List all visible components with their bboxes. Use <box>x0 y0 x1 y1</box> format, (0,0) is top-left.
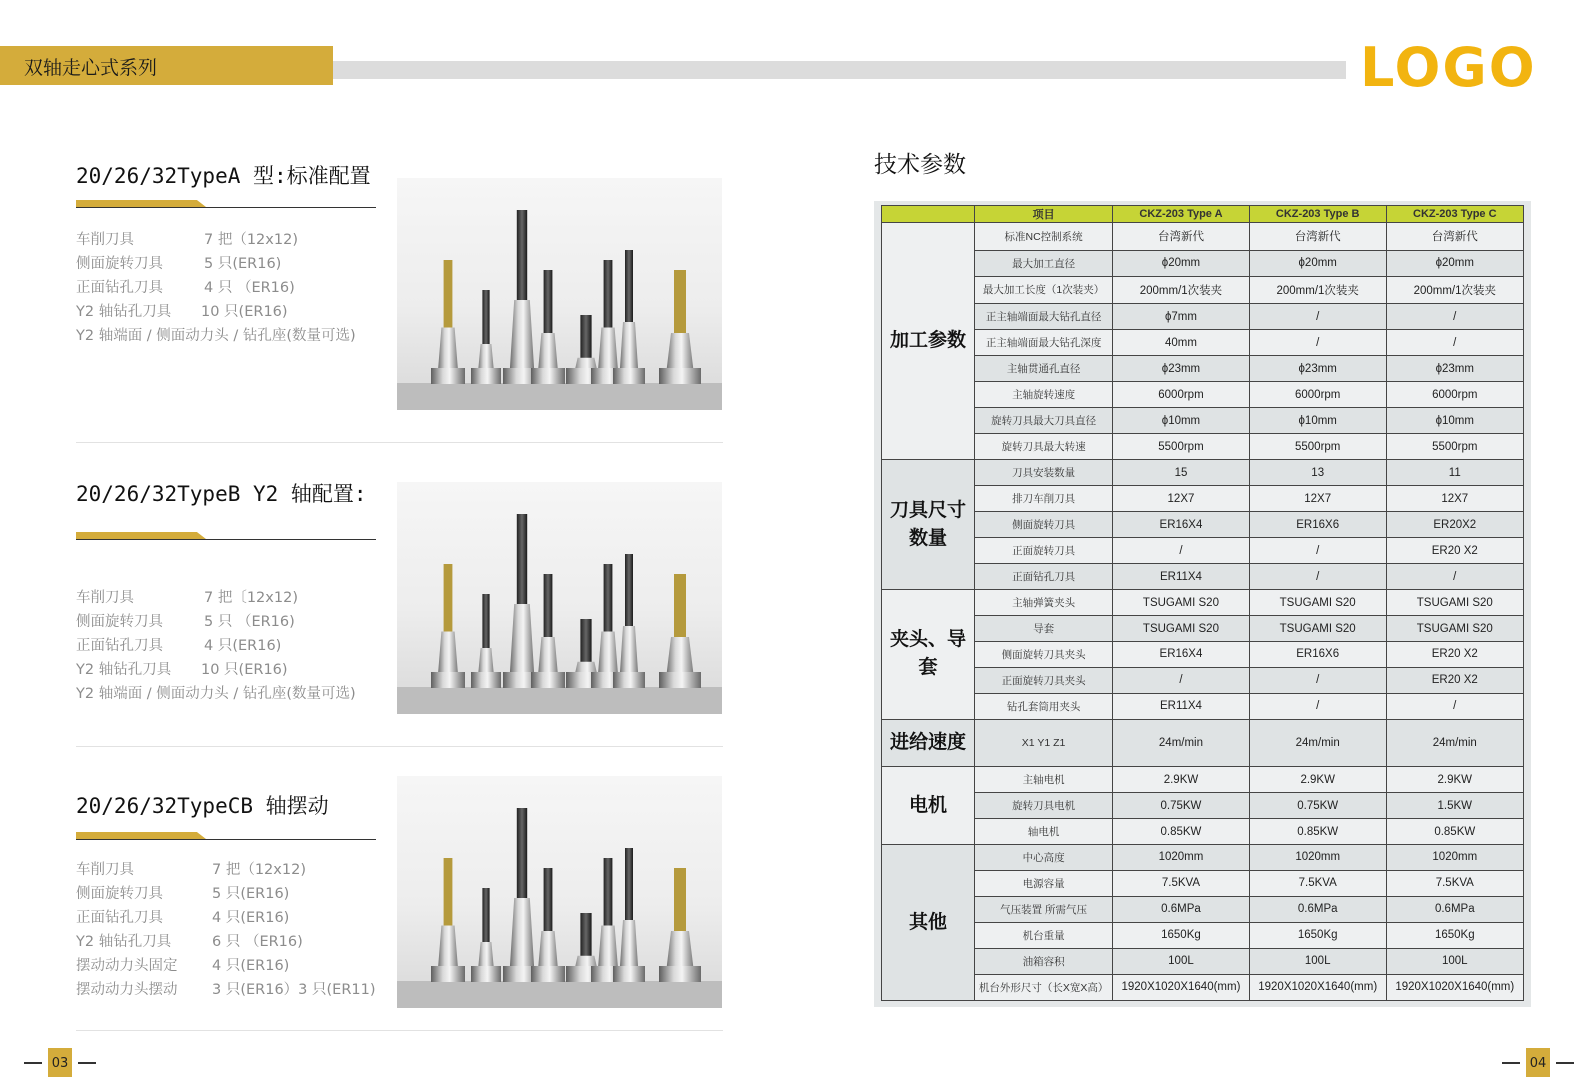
spec-value: 4 只 （ER16) <box>204 280 295 296</box>
param-value-cell: TSUGAMI S20 <box>1249 616 1386 642</box>
param-name-cell: 中心高度 <box>975 845 1113 871</box>
param-value-cell: / <box>1249 538 1386 564</box>
spec-row <box>76 586 356 610</box>
page-number: 04 <box>1526 1048 1550 1077</box>
table-row <box>882 793 1524 819</box>
spec-row <box>76 906 376 930</box>
config-title: 20/26/32TypeCB 轴摆动 <box>76 794 329 818</box>
table-row <box>882 870 1524 896</box>
spec-name: 侧面旋转刀具 <box>76 886 163 902</box>
table-row <box>882 538 1524 564</box>
param-value-cell: 100L <box>1113 948 1250 974</box>
param-value-cell: 100L <box>1386 948 1523 974</box>
param-name-cell: 主轴贯通孔直径 <box>975 356 1113 382</box>
header-cell: CKZ-203 Type C <box>1386 206 1523 223</box>
param-value-cell: 1920X1020X1640(mm) <box>1249 974 1386 1000</box>
category-cell: 进给速度 <box>882 719 975 766</box>
section-divider <box>76 746 723 747</box>
param-value-cell: ER16X6 <box>1249 642 1386 668</box>
param-value-cell: ER16X6 <box>1249 512 1386 538</box>
param-name-cell: 旋转刀具电机 <box>975 793 1113 819</box>
param-value-cell: 6000rpm <box>1249 382 1386 408</box>
param-name-cell: 轴电机 <box>975 819 1113 845</box>
param-value-cell: 6000rpm <box>1386 382 1523 408</box>
param-value-cell: 1020mm <box>1249 845 1386 871</box>
param-name-cell: 油箱容积 <box>975 948 1113 974</box>
param-value-cell: 2.9KW <box>1113 767 1250 793</box>
tool-holders-photo <box>397 482 722 714</box>
tool-holders-photo <box>397 776 722 1008</box>
param-value-cell: ϕ10mm <box>1113 408 1250 434</box>
spec-value: 5 只 （ER16) <box>204 614 295 630</box>
page-number-right <box>1502 1048 1574 1077</box>
config-title: 20/26/32TypeB Y2 轴配置: <box>76 482 367 506</box>
param-value-cell: / <box>1113 538 1250 564</box>
spec-value: 3 只(ER16）3 只(ER11) <box>212 982 376 998</box>
param-value-cell: TSUGAMI S20 <box>1113 616 1250 642</box>
param-name-cell: X1 Y1 Z1 <box>975 719 1113 766</box>
spec-name: 正面钻孔刀具 <box>76 280 163 296</box>
param-value-cell: 0.85KW <box>1386 819 1523 845</box>
title-underline <box>76 200 376 210</box>
param-value-cell: ϕ23mm <box>1113 356 1250 382</box>
table-row <box>882 486 1524 512</box>
tech-params-table <box>881 205 1524 1001</box>
table-row <box>882 382 1524 408</box>
config-title: 20/26/32TypeA 型:标准配置 <box>76 164 371 188</box>
param-name-cell: 机台重量 <box>975 922 1113 948</box>
param-value-cell: ER11X4 <box>1113 564 1250 590</box>
spec-value: 7 把〔12x12) <box>204 590 298 606</box>
spec-name: 车削刀具 <box>76 232 134 248</box>
param-value-cell: ϕ10mm <box>1249 408 1386 434</box>
param-name-cell: 排刀车削刀具 <box>975 486 1113 512</box>
table-header-row <box>882 206 1524 223</box>
spec-row <box>76 324 356 348</box>
param-value-cell: 200mm/1次装夹 <box>1249 276 1386 304</box>
param-value-cell: 0.75KW <box>1249 793 1386 819</box>
param-value-cell: / <box>1113 667 1250 693</box>
param-value-cell: 0.85KW <box>1113 819 1250 845</box>
spec-name: Y2 轴端面 / 侧面动力头 / 钻孔座(数量可选) <box>76 686 356 702</box>
param-value-cell: ϕ10mm <box>1386 408 1523 434</box>
page-number: 03 <box>48 1048 72 1077</box>
header-cell: CKZ-203 Type B <box>1249 206 1386 223</box>
param-name-cell: 最大加工长度（1次装夹） <box>975 276 1113 304</box>
param-value-cell: 0.6MPa <box>1386 896 1523 922</box>
param-value-cell: 5500rpm <box>1249 434 1386 460</box>
param-value-cell: 13 <box>1249 460 1386 486</box>
table-row <box>882 304 1524 330</box>
spec-row <box>76 658 356 682</box>
table-row <box>882 434 1524 460</box>
spec-value: 7 把（12x12) <box>204 232 298 248</box>
spec-name: 车削刀具 <box>76 590 134 606</box>
param-name-cell: 主轴弹簧夹头 <box>975 590 1113 616</box>
table-row <box>882 642 1524 668</box>
config-block-b <box>76 478 723 728</box>
param-value-cell: / <box>1249 330 1386 356</box>
param-value-cell: ER16X4 <box>1113 642 1250 668</box>
config-block-a <box>76 160 723 410</box>
spec-name: 正面钻孔刀具 <box>76 910 163 926</box>
spec-name: Y2 轴端面 / 侧面动力头 / 钻孔座(数量可选) <box>76 328 356 344</box>
param-value-cell: 200mm/1次装夹 <box>1386 276 1523 304</box>
param-value-cell: 台湾新代 <box>1249 223 1386 251</box>
spec-name: 正面钻孔刀具 <box>76 638 163 654</box>
param-value-cell: ER16X4 <box>1113 512 1250 538</box>
param-name-cell: 正面旋转刀具 <box>975 538 1113 564</box>
table-row <box>882 819 1524 845</box>
spec-row <box>76 858 376 882</box>
spec-row <box>76 954 376 978</box>
table-row <box>882 223 1524 251</box>
table-row <box>882 250 1524 276</box>
param-name-cell: 旋转刀具最大刀具直径 <box>975 408 1113 434</box>
param-value-cell: 100L <box>1249 948 1386 974</box>
spec-list <box>76 228 356 348</box>
config-block-c <box>76 790 723 1025</box>
header-cell: CKZ-203 Type A <box>1113 206 1250 223</box>
param-value-cell: / <box>1386 330 1523 356</box>
param-value-cell: TSUGAMI S20 <box>1386 590 1523 616</box>
param-value-cell: ϕ7mm <box>1113 304 1250 330</box>
spec-name: 侧面旋转刀具 <box>76 256 163 272</box>
title-underline <box>76 532 376 542</box>
param-value-cell: ϕ23mm <box>1249 356 1386 382</box>
param-name-cell: 钻孔套筒用夹头 <box>975 693 1113 719</box>
spec-row <box>76 610 356 634</box>
header-gray-bar <box>333 61 1346 79</box>
param-value-cell: 1650Kg <box>1386 922 1523 948</box>
param-name-cell: 最大加工直径 <box>975 250 1113 276</box>
spec-row <box>76 930 376 954</box>
param-value-cell: ER20 X2 <box>1386 667 1523 693</box>
spec-name: Y2 轴钻孔刀具 <box>76 304 172 320</box>
param-name-cell: 侧面旋转刀具 <box>975 512 1113 538</box>
param-value-cell: 1650Kg <box>1113 922 1250 948</box>
param-value-cell: / <box>1249 693 1386 719</box>
spec-value: 7 把（12x12) <box>212 862 306 878</box>
page-number-left <box>24 1048 96 1077</box>
param-value-cell: 24m/min <box>1249 719 1386 766</box>
param-value-cell: / <box>1386 693 1523 719</box>
param-name-cell: 电源容量 <box>975 870 1113 896</box>
param-name-cell: 正面钻孔刀具 <box>975 564 1113 590</box>
param-value-cell: TSUGAMI S20 <box>1113 590 1250 616</box>
param-name-cell: 刀具安装数量 <box>975 460 1113 486</box>
spec-value: 4 只(ER16) <box>212 910 290 926</box>
category-cell: 刀具尺寸数量 <box>882 460 975 590</box>
param-name-cell: 标准NC控制系统 <box>975 223 1113 251</box>
param-name-cell: 导套 <box>975 616 1113 642</box>
table-row <box>882 922 1524 948</box>
param-value-cell: 2.9KW <box>1249 767 1386 793</box>
table-row <box>882 512 1524 538</box>
category-cell: 电机 <box>882 767 975 845</box>
table-row <box>882 616 1524 642</box>
param-value-cell: 24m/min <box>1386 719 1523 766</box>
spec-value: 4 只(ER16) <box>204 638 282 654</box>
param-value-cell: 0.75KW <box>1113 793 1250 819</box>
param-value-cell: / <box>1249 667 1386 693</box>
param-value-cell: ϕ20mm <box>1386 250 1523 276</box>
param-value-cell: 1.5KW <box>1386 793 1523 819</box>
table-row <box>882 408 1524 434</box>
param-value-cell: 11 <box>1386 460 1523 486</box>
param-value-cell: 15 <box>1113 460 1250 486</box>
category-cell: 夹头、导套 <box>882 590 975 720</box>
param-value-cell: TSUGAMI S20 <box>1386 616 1523 642</box>
spec-name: Y2 轴钻孔刀具 <box>76 662 172 678</box>
category-cell: 加工参数 <box>882 223 975 460</box>
param-value-cell: ER20X2 <box>1386 512 1523 538</box>
table-row <box>882 767 1524 793</box>
param-value-cell: ER11X4 <box>1113 693 1250 719</box>
spec-row <box>76 228 356 252</box>
param-value-cell: 0.6MPa <box>1249 896 1386 922</box>
param-value-cell: 40mm <box>1113 330 1250 356</box>
table-row <box>882 845 1524 871</box>
param-value-cell: 0.6MPa <box>1113 896 1250 922</box>
param-name-cell: 主轴旋转速度 <box>975 382 1113 408</box>
param-value-cell: 台湾新代 <box>1386 223 1523 251</box>
param-value-cell: 1920X1020X1640(mm) <box>1386 974 1523 1000</box>
spec-row <box>76 882 376 906</box>
table-row <box>882 896 1524 922</box>
param-value-cell: ϕ20mm <box>1113 250 1250 276</box>
param-value-cell: ER20 X2 <box>1386 642 1523 668</box>
param-name-cell: 正主轴端面最大钻孔深度 <box>975 330 1113 356</box>
title-underline <box>76 832 376 842</box>
param-value-cell: 1020mm <box>1386 845 1523 871</box>
header-cell <box>882 206 975 223</box>
table-row <box>882 276 1524 304</box>
spec-list <box>76 586 356 706</box>
section-divider <box>76 1030 723 1031</box>
spec-row <box>76 300 356 324</box>
spec-name: 摆动动力头固定 <box>76 958 178 974</box>
param-value-cell: / <box>1386 304 1523 330</box>
table-row <box>882 330 1524 356</box>
param-value-cell: 7.5KVA <box>1386 870 1523 896</box>
spec-row <box>76 252 356 276</box>
spec-value: 4 只(ER16) <box>212 958 290 974</box>
table-row <box>882 564 1524 590</box>
table-row <box>882 590 1524 616</box>
spec-name: 侧面旋转刀具 <box>76 614 163 630</box>
spec-list <box>76 858 376 1002</box>
spec-value: 10 只(ER16) <box>201 304 288 320</box>
tech-params-title: 技术参数 <box>874 152 966 178</box>
param-value-cell: 6000rpm <box>1113 382 1250 408</box>
param-value-cell: TSUGAMI S20 <box>1249 590 1386 616</box>
param-value-cell: 0.85KW <box>1249 819 1386 845</box>
param-value-cell: 5500rpm <box>1386 434 1523 460</box>
param-value-cell: 7.5KVA <box>1249 870 1386 896</box>
spec-name: 车削刀具 <box>76 862 134 878</box>
table-row <box>882 948 1524 974</box>
param-value-cell: / <box>1249 304 1386 330</box>
logo: LOGO <box>1360 36 1537 99</box>
table-row <box>882 667 1524 693</box>
tech-params-table-panel <box>874 201 1531 1007</box>
param-name-cell: 机台外形尺寸（长X宽X高） <box>975 974 1113 1000</box>
spec-name: 摆动动力头摆动 <box>76 982 178 998</box>
tool-holders-photo <box>397 178 722 410</box>
param-value-cell: 1650Kg <box>1249 922 1386 948</box>
param-value-cell: / <box>1249 564 1386 590</box>
param-value-cell: 1020mm <box>1113 845 1250 871</box>
param-value-cell: 12X7 <box>1113 486 1250 512</box>
section-divider <box>76 442 723 443</box>
param-name-cell: 正面旋转刀具夹头 <box>975 667 1113 693</box>
param-value-cell: 台湾新代 <box>1113 223 1250 251</box>
series-label: 双轴走心式系列 <box>24 57 158 79</box>
param-value-cell: / <box>1386 564 1523 590</box>
category-cell: 其他 <box>882 845 975 1001</box>
param-name-cell: 侧面旋转刀具夹头 <box>975 642 1113 668</box>
param-value-cell: 2.9KW <box>1386 767 1523 793</box>
param-value-cell: ER20 X2 <box>1386 538 1523 564</box>
param-name-cell: 正主轴端面最大钻孔直径 <box>975 304 1113 330</box>
table-row <box>882 693 1524 719</box>
param-name-cell: 气压装置 所需气压 <box>975 896 1113 922</box>
param-value-cell: 200mm/1次装夹 <box>1113 276 1250 304</box>
param-value-cell: 7.5KVA <box>1113 870 1250 896</box>
table-row <box>882 460 1524 486</box>
spec-name: Y2 轴钻孔刀具 <box>76 934 172 950</box>
param-value-cell: 1920X1020X1640(mm) <box>1113 974 1250 1000</box>
spec-row <box>76 978 376 1002</box>
param-value-cell: 5500rpm <box>1113 434 1250 460</box>
param-value-cell: 12X7 <box>1386 486 1523 512</box>
table-row <box>882 974 1524 1000</box>
param-value-cell: 12X7 <box>1249 486 1386 512</box>
spec-value: 10 只(ER16) <box>201 662 288 678</box>
param-value-cell: ϕ23mm <box>1386 356 1523 382</box>
spec-value: 6 只 （ER16) <box>212 934 303 950</box>
param-name-cell: 主轴电机 <box>975 767 1113 793</box>
spec-row <box>76 682 356 706</box>
series-header-tab <box>0 46 333 85</box>
table-row <box>882 719 1524 766</box>
header-cell: 项目 <box>975 206 1113 223</box>
table-row <box>882 356 1524 382</box>
param-name-cell: 旋转刀具最大转速 <box>975 434 1113 460</box>
spec-value: 5 只(ER16) <box>212 886 290 902</box>
spec-value: 5 只(ER16) <box>204 256 282 272</box>
param-value-cell: ϕ20mm <box>1249 250 1386 276</box>
table-body <box>882 223 1524 1001</box>
param-value-cell: 24m/min <box>1113 719 1250 766</box>
spec-row <box>76 276 356 300</box>
spec-row <box>76 634 356 658</box>
